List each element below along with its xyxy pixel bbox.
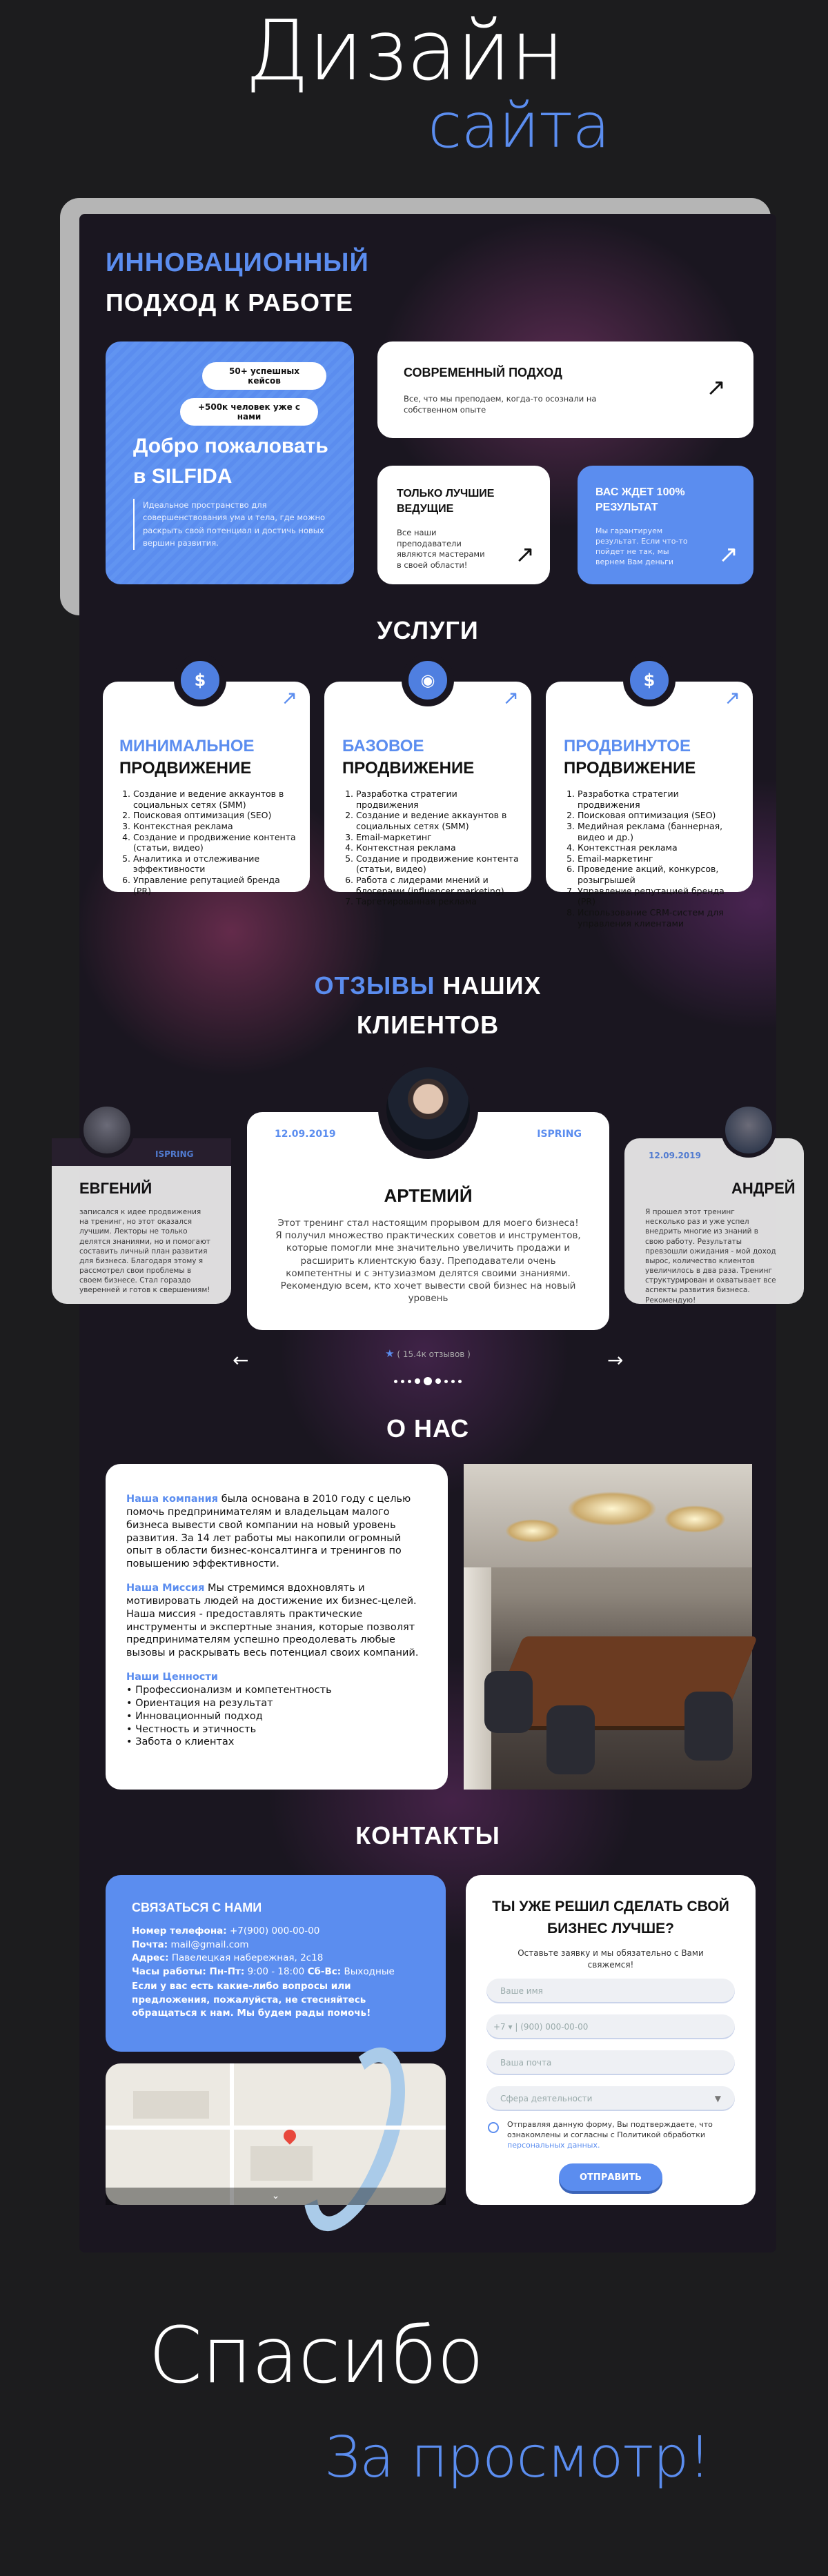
list-item: 3. Медийная реклама (баннерная, видео и др.) <box>578 821 743 842</box>
star-icon: ★ <box>385 1347 395 1360</box>
service-title-blue: БАЗОВОЕ <box>342 737 424 755</box>
review-name: АРТЕМИЙ <box>384 1185 473 1206</box>
reviews-title-line2: КЛИЕНТОВ <box>356 1011 500 1039</box>
rating-count: ( 15.4к отзывов ) <box>397 1349 471 1359</box>
list-item: 1. Создание и ведение аккаунтов в социальных сетях (SMM) <box>133 789 299 810</box>
result-title: ВАС ЖДЕТ 100% РЕЗУЛЬТАТ <box>595 486 685 513</box>
list-item: 7. Управление репутацией бренда (PR) <box>578 886 743 907</box>
headline-line2: сайта <box>428 90 610 162</box>
value-item: • Инновационный подход <box>126 1710 263 1722</box>
list-item: 5. Создание и продвижение контента (статьи, видео) <box>356 853 522 875</box>
map[interactable] <box>106 2063 446 2205</box>
contact-box <box>106 1875 446 2052</box>
best-text: Все наши преподаватели являются мастерами в своей области! <box>397 528 485 570</box>
about-card <box>106 1464 448 1790</box>
submit-button[interactable]: ОТПРАВИТЬ <box>559 2163 662 2191</box>
phone-placeholder: (900) 000-00-00 <box>520 2022 589 2032</box>
values-title: Наши Ценности <box>126 1672 218 1683</box>
chevron-down-icon[interactable]: ⌄ <box>106 2188 446 2205</box>
mail-row <box>132 1939 420 1952</box>
contact-box-title: СВЯЗАТЬСЯ С НАМИ <box>132 1901 262 1914</box>
list-item: 5. Аналитика и отслеживание эффективности <box>133 853 299 875</box>
site-page <box>79 214 796 2252</box>
activity-select[interactable] <box>486 2086 735 2111</box>
chevron-down-icon: ▼ <box>714 2094 721 2103</box>
review-text: Этот тренинг стал настоящим прорывом для моего бизнеса! Я получил множество практических советов и инструментов, которые помогли мне значительно увеличить продажи и расширить клиентскую базу. Преподаватели очень компетентны и с энтузиазмом делятся своими знаниями. Рекомендую всем, кто хочет вывести свой бизнес на новый уровень <box>275 1218 581 1305</box>
list-item: 6. Работа с лидерами мнений и блогерами (influencer marketing) <box>356 875 522 896</box>
value-item: • Ориентация на результат <box>126 1697 273 1709</box>
list-item: 4. Контекстная реклама <box>356 842 522 853</box>
arrow-icon: ↗ <box>718 541 738 568</box>
label: Адрес: <box>132 1952 169 1964</box>
welcome-subtitle: Идеальное пространство для совершенствования ума и тела, где можно раскрыть свой потенциал и достичь новых вершин развития. <box>133 499 335 550</box>
service-title: ПРОДВИЖЕНИЕ <box>119 759 252 777</box>
label: Часы работы: Пн-Пт: <box>132 1965 245 1977</box>
email-field[interactable]: Ваша почта <box>486 2050 735 2075</box>
eye-icon: ◉ <box>402 654 454 706</box>
review-date: 12.09.2019 <box>275 1129 336 1140</box>
list-item: 6. Управление репутацией бренда (PR) <box>133 875 299 896</box>
mail-value[interactable]: mail@gmail.com <box>168 1939 249 1950</box>
services-title: УСЛУГИ <box>377 616 479 644</box>
value-item: • Профессионализм и компетентность <box>126 1684 332 1696</box>
review-date: 12.09.2019 <box>649 1151 701 1160</box>
request-form <box>466 1875 756 2205</box>
arrow-icon: ↗ <box>281 686 297 709</box>
value-item: • Забота о клиентах <box>126 1736 235 1748</box>
about-text: была основана в 2010 году с целью помочь предпринимателям и владельцам малого бизнеса вывести свой компании на новый уровень развития. За 14 лет работы мы накопили огромный опыт в области бизнес-консалтинга и тренингов по повышению эффективности. <box>126 1494 411 1570</box>
hero-title-white: ПОДХОД К РАБОТЕ <box>106 288 354 317</box>
review-name: АНДРЕЙ <box>731 1180 796 1197</box>
service-list <box>342 789 522 907</box>
hours-value: Выходные <box>341 1965 395 1977</box>
about-lead: Наша Миссия <box>126 1583 205 1594</box>
dollar-icon: $ <box>174 654 226 706</box>
list-item: 1. Разработка стратегии продвижения <box>578 789 743 810</box>
list-item: 3. Email-маркетинг <box>356 832 522 843</box>
clients-pill: +500к человек уже с нами <box>180 398 318 426</box>
modern-title: СОВРЕМЕННЫЙ ПОДХОД <box>404 366 562 379</box>
phone-field[interactable]: +7 ▾ | (900) 000-00-00 <box>486 2014 735 2039</box>
service-title-blue: ПРОДВИНУТОЕ <box>564 737 691 755</box>
arrow-icon: ↗ <box>706 374 726 402</box>
service-title: ПРОДВИЖЕНИЕ <box>564 759 696 777</box>
arrow-icon: ↗ <box>502 686 519 709</box>
service-title-blue: МИНИМАЛЬНОЕ <box>119 737 255 755</box>
phone-row <box>132 1925 420 1939</box>
list-item: 3. Контекстная реклама <box>133 821 299 832</box>
list-item: 5. Email-маркетинг <box>578 853 743 864</box>
arrow-icon: ↗ <box>515 541 535 568</box>
best-card[interactable] <box>377 466 550 584</box>
phone-code: +7 <box>493 2022 506 2032</box>
rating <box>79 1347 776 1360</box>
hours-value: 9:00 - 18:00 <box>244 1965 308 1977</box>
phone-value[interactable]: +7(900) 000-00-00 <box>226 1925 320 1937</box>
avatar <box>79 1102 135 1158</box>
welcome-card <box>106 341 354 584</box>
address-value: Павелецкая набережная, 2с18 <box>168 1952 324 1964</box>
map-pin-icon <box>281 2127 298 2144</box>
contact-note: Если у вас есть какие-либо вопросы или предложения, пожалуйста, не стесняйтесь обращаться к нам. Мы будем рады помочь! <box>132 1981 371 2019</box>
review-text: Я прошел этот тренинг несколько раз и уже успел внедрить многие из знаний в свою работу. Результаты превзошли ожидания - мой доход вырос, количество клиентов увеличилось в два раза. Тренинг структурирован и охватывает все аспекты развития бизнеса. Рекомендую! <box>645 1208 776 1305</box>
form-title: ТЫ УЖЕ РЕШИЛ СДЕЛАТЬ СВОЙ БИЗНЕС ЛУЧШЕ? <box>492 1899 729 1936</box>
review-card-left[interactable] <box>52 1138 231 1304</box>
address-row <box>132 1952 420 1965</box>
review-company: ISPRING <box>537 1129 582 1140</box>
carousel-dots[interactable] <box>376 1377 480 1385</box>
best-title: ТОЛЬКО ЛУЧШИЕ ВЕДУЩИЕ <box>397 488 495 515</box>
conference-room-image <box>464 1464 752 1790</box>
service-card-advanced[interactable] <box>546 671 753 929</box>
prev-arrow-icon[interactable]: ← <box>233 1349 249 1371</box>
arrow-icon: ↗ <box>724 686 740 709</box>
reviews-title-line1 <box>79 971 776 1000</box>
about-text: Мы стремимся вдохновлять и мотивировать людей на достижение их бизнес-целей. Наша миссия - предоставлять практические инструменты и экспертные знания, которые позволят предпринимателям успешно преодолевать любые вызовы и раскрывать весь потенциал своих компаний. <box>126 1583 419 1659</box>
review-text: записался к идее продвижения на тренинг, но этот оказался лучшим. Лекторы не только делятся знаниями, но и помогают составить личный план развития для бизнеса. Благодаря этому я рассмотрел свои проблемы в своем бизнесе. Стал гораздо уверенней и готов к свершениям! <box>79 1208 210 1295</box>
label: Почта: <box>132 1939 168 1950</box>
avatar <box>378 1059 478 1159</box>
cases-pill: 50+ успешных кейсов <box>202 362 326 390</box>
consent-radio[interactable] <box>488 2122 499 2133</box>
headline-line1: Дизайн <box>245 3 564 99</box>
label: Сб-Вс: <box>307 1965 342 1977</box>
service-list <box>119 789 299 896</box>
consent-body: Отправляя данную форму, Вы подтверждаете, что ознакомлены и согласны с Политикой обработки <box>507 2120 713 2139</box>
modern-text: Все, что мы преподаем, когда-то осознали на собственном опыте <box>404 394 597 415</box>
result-text: Мы гарантируем результат. Если что-то пойдет не так, мы вернем Вам деньги <box>595 526 688 566</box>
list-item: 2. Поисковая оптимизация (SEO) <box>133 810 299 821</box>
privacy-link[interactable]: персональных данных. <box>507 2140 600 2150</box>
hours-row <box>132 1965 420 1979</box>
about-title: О НАС <box>386 1414 470 1443</box>
review-company: ISPRING <box>155 1149 194 1159</box>
avatar <box>721 1102 776 1158</box>
name-field[interactable]: Ваше имя <box>486 1979 735 2003</box>
welcome-title: Добро пожаловать в SILFIDA <box>133 435 328 488</box>
list-item: 4. Создание и продвижение контента (статьи, видео) <box>133 832 299 853</box>
form-subtitle: Оставьте заявку и мы обязательно с Вами свяжемся! <box>518 1948 704 1970</box>
service-card-basic[interactable] <box>324 671 531 907</box>
review-card-right[interactable] <box>624 1138 804 1304</box>
list-item: 2. Поисковая оптимизация (SEO) <box>578 810 743 821</box>
next-arrow-icon[interactable]: → <box>607 1349 624 1371</box>
service-list <box>564 789 743 929</box>
select-value: Сфера деятельности <box>500 2094 593 2103</box>
money-bag-icon: $ <box>623 654 676 706</box>
hero-title-blue: ИННОВАЦИОННЫЙ <box>106 248 369 277</box>
list-item: 1. Разработка стратегии продвижения <box>356 789 522 810</box>
list-item: 8. Использование CRM-систем для управления клиентами <box>578 907 743 929</box>
footer-line2: За просмотр! <box>324 2425 711 2490</box>
review-name: ЕВГЕНИЙ <box>79 1180 152 1197</box>
service-card-minimal[interactable] <box>103 671 310 896</box>
list-item: 4. Контекстная реклама <box>578 842 743 853</box>
about-lead: Наша компания <box>126 1494 219 1505</box>
service-title: ПРОДВИЖЕНИЕ <box>342 759 475 777</box>
list-item: 6. Проведение акций, конкурсов, розыгрышей <box>578 864 743 885</box>
label: Номер телефона: <box>132 1925 227 1937</box>
result-card[interactable] <box>578 466 753 584</box>
contacts-title: КОНТАКТЫ <box>355 1821 500 1850</box>
footer-line1: Спасибо <box>148 2311 484 2401</box>
list-item: 2. Создание и ведение аккаунтов в социальных сетях (SMM) <box>356 810 522 831</box>
reviews-title-blue: ОТЗЫВЫ <box>314 971 435 1000</box>
value-item: • Честность и этичность <box>126 1723 257 1735</box>
modern-card[interactable] <box>377 341 753 438</box>
list-item: 7. Таргетированная реклама <box>356 896 522 907</box>
reviews-title-white: НАШИХ <box>442 971 542 1000</box>
consent-text <box>507 2120 742 2151</box>
